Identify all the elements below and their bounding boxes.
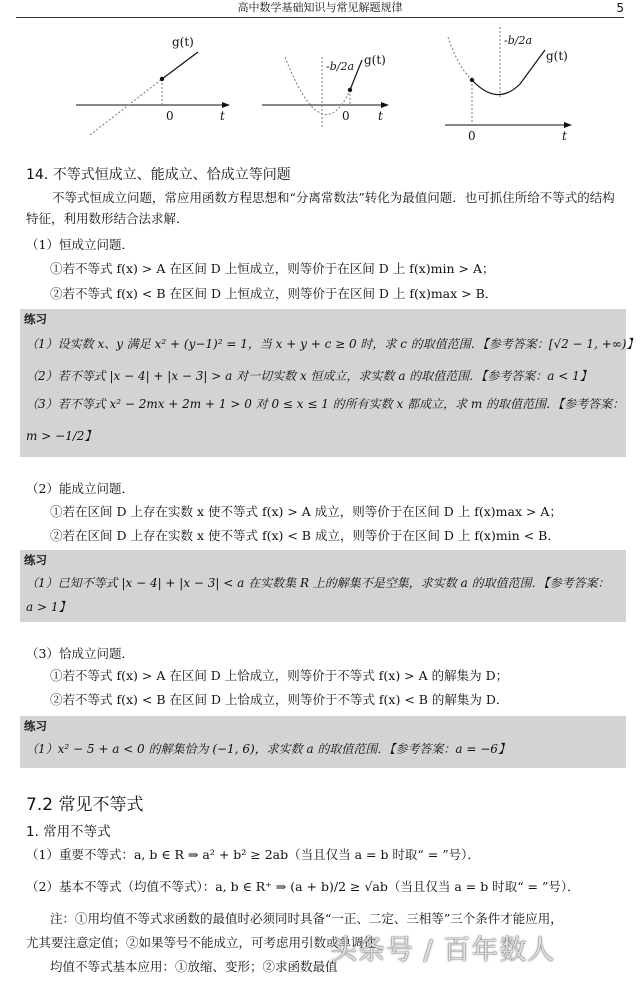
g2-axis-label: t	[378, 109, 383, 123]
inequality-2: （2）基本不等式（均值不等式）：a, b ∈ R⁺ ⇒ (a + b)/2 ≥ √ab（当且仅当 a = b 时取“ = ”号）．	[26, 879, 580, 894]
note-line-1: 注：①用均值不等式求函数的最值时必须同时具备“一正、二定、三相等”三个条件才能应用，	[50, 911, 563, 926]
page-header	[16, 0, 624, 18]
exercise-box-3	[20, 716, 626, 768]
exercise-1-item-3-answer: m > −1/2】	[26, 429, 97, 443]
p1-item-a: ①若不等式 f(x) > A 在区间 D 上恒成立，则等价于在区间 D 上 f(x)min > A；	[50, 261, 495, 276]
g3-arrow	[564, 122, 572, 128]
exercise-2-item-1-answer: a > 1】	[26, 600, 71, 614]
g3-point	[470, 78, 474, 82]
exercise-label: 练习	[24, 312, 47, 326]
g3-dotted-parabola	[448, 37, 472, 80]
g1-arrow	[222, 102, 230, 108]
g1-dotted-line	[90, 79, 162, 135]
inequality-1: （1）重要不等式：a, b ∈ R ⇒ a² + b² ≥ 2ab（当且仅当 a = b 时取“ = ”号）．	[26, 847, 480, 862]
g3-axis-label: t	[562, 129, 567, 143]
note-line-3: 均值不等式基本应用：①放缩、变形；②求函数最值	[50, 959, 338, 974]
g3-vertex-label: -b/2a	[504, 34, 533, 47]
g2-vertex-label: -b/2a	[326, 60, 355, 73]
g2-arrow	[381, 102, 389, 108]
p2-item-a: ①若在区间 D 上存在实数 x 使不等式 f(x) > A 成立，则等价于在区间 D 上 f(x)max > A；	[50, 504, 562, 519]
g3-label: g(t)	[546, 49, 568, 63]
section-14-intro: 不等式恒成立问题，常应用函数方程思想和“分离常数法”转化为最值问题．也可抓住所给不等式的结构特征，利用数形结合法求解．	[26, 190, 615, 226]
g2-label: g(t)	[364, 53, 386, 67]
g1-solid-line	[162, 52, 198, 79]
g3-solid-parabola	[472, 50, 545, 95]
page-number: 5	[616, 1, 624, 15]
p3-item-b: ②若不等式 f(x) < B 在区间 D 上恰成立，则等价于不等式 f(x) < B 的解集为 D．	[50, 692, 509, 707]
p2-item-b: ②若在区间 D 上存在实数 x 使不等式 f(x) < B 成立，则等价于在区间 D 上 f(x)min < B．	[50, 528, 560, 543]
exercise-box-2	[20, 550, 626, 622]
g2-origin: 0	[342, 109, 350, 123]
p1-title: （1）恒成立问题．	[26, 237, 134, 252]
exercise-label: 练习	[24, 553, 47, 567]
g1-origin: 0	[166, 109, 174, 123]
p2-title: （2）能成立问题．	[26, 481, 134, 496]
g1-axis-label: t	[220, 109, 225, 123]
section-14-heading: 14. 不等式恒成立、能成立、恰成立等问题	[26, 167, 291, 183]
note-line-2: 尤其要注意定值；②如果等号不能成立，可考虑用引数或单调性	[26, 935, 377, 950]
section-7-2-heading: 7.2 常见不等式	[26, 795, 144, 815]
exercise-3-item-1: （1）x² − 5 + a < 0 的解集恰为 (−1, 6)，求实数 a 的取值范围．【参考答案：a = −6】	[26, 742, 510, 756]
g2-point	[348, 88, 352, 92]
exercise-label: 练习	[24, 719, 47, 733]
g3-origin: 0	[468, 129, 476, 143]
watermark: 头条号 / 百年数人	[330, 935, 556, 966]
p3-title: （3）恰成立问题．	[26, 646, 134, 661]
exercise-box-1	[20, 309, 639, 457]
subsection-heading: 1. 常用不等式	[26, 824, 111, 840]
exercise-2-item-1: （1）已知不等式 |x − 4| + |x − 3| < a 在实数集 R 上的解集不是空集，求实数 a 的取值范围．【参考答案：	[26, 576, 610, 590]
p3-item-a: ①若不等式 f(x) > A 在区间 D 上恰成立，则等价于不等式 f(x) > A 的解集为 D；	[50, 668, 509, 683]
p1-item-b: ②若不等式 f(x) < B 在区间 D 上恒成立，则等价于在区间 D 上 f(x)max > B．	[50, 286, 498, 301]
g1-point	[160, 77, 164, 81]
exercise-1-item-2: （2）若不等式 |x − 4| + |x − 3| > a 对一切实数 x 恒成立，求实数 a 的取值范围．【参考答案：a < 1】	[26, 369, 592, 383]
g1-label: g(t)	[172, 35, 194, 49]
function-graphs	[0, 22, 640, 152]
exercise-1-item-1: （1）设实数 x、y 满足 x² + (y−1)² = 1，当 x + y + c ≥ 0 时，求 c 的取值范围．【参考答案：[√2 − 1, +∞)】	[26, 337, 639, 351]
exercise-1-item-3: （3）若不等式 x² − 2mx + 2m + 1 > 0 对 0 ≤ x ≤ 1 的所有实数 x 都成立，求 m 的取值范围．【参考答案：	[26, 397, 625, 411]
header-title: 高中数学基础知识与常见解题规律	[237, 1, 403, 14]
